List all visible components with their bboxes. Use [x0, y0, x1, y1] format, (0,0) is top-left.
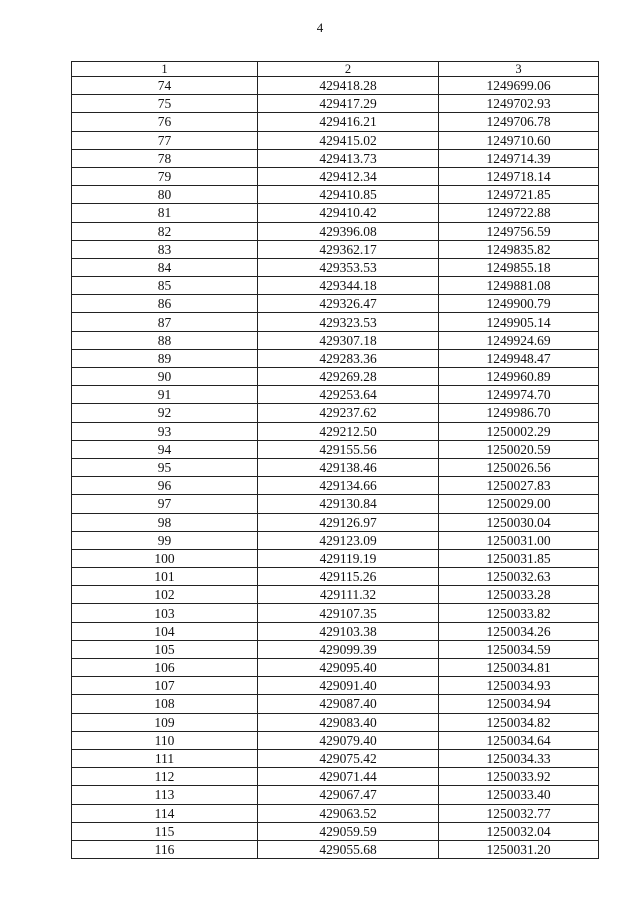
- column-header-x-coordinate: 2: [258, 62, 439, 77]
- point-number-cell: 106: [72, 659, 258, 677]
- x-coordinate-cell: 429063.52: [258, 804, 439, 822]
- x-coordinate-cell: 429353.53: [258, 258, 439, 276]
- x-coordinate-cell: 429123.09: [258, 531, 439, 549]
- y-coordinate-cell: 1250032.04: [439, 822, 599, 840]
- y-coordinate-cell: 1249900.79: [439, 295, 599, 313]
- table-row: [72, 768, 599, 786]
- x-coordinate-cell: 429269.28: [258, 368, 439, 386]
- point-number-cell: 95: [72, 458, 258, 476]
- point-number-cell: 111: [72, 749, 258, 767]
- y-coordinate-cell: 1250033.82: [439, 604, 599, 622]
- point-number-cell: 102: [72, 586, 258, 604]
- x-coordinate-cell: 429253.64: [258, 386, 439, 404]
- y-coordinate-cell: 1250027.83: [439, 477, 599, 495]
- table-row: [72, 240, 599, 258]
- table-row: [72, 549, 599, 567]
- x-coordinate-cell: 429418.28: [258, 77, 439, 95]
- table-row: [72, 149, 599, 167]
- table-row: [72, 349, 599, 367]
- y-coordinate-cell: 1250034.81: [439, 659, 599, 677]
- point-number-cell: 83: [72, 240, 258, 258]
- y-coordinate-cell: 1250033.28: [439, 586, 599, 604]
- y-coordinate-cell: 1250034.93: [439, 677, 599, 695]
- y-coordinate-cell: 1250031.00: [439, 531, 599, 549]
- y-coordinate-cell: 1250032.63: [439, 568, 599, 586]
- x-coordinate-cell: 429212.50: [258, 422, 439, 440]
- table-row: [72, 295, 599, 313]
- table-row: [72, 204, 599, 222]
- table-row: [72, 404, 599, 422]
- y-coordinate-cell: 1249835.82: [439, 240, 599, 258]
- x-coordinate-cell: 429323.53: [258, 313, 439, 331]
- table-row: [72, 131, 599, 149]
- point-number-cell: 108: [72, 695, 258, 713]
- point-number-cell: 90: [72, 368, 258, 386]
- point-number-cell: 84: [72, 258, 258, 276]
- y-coordinate-cell: 1250034.82: [439, 713, 599, 731]
- y-coordinate-cell: 1249714.39: [439, 149, 599, 167]
- point-number-cell: 79: [72, 167, 258, 185]
- point-number-cell: 110: [72, 731, 258, 749]
- y-coordinate-cell: 1249756.59: [439, 222, 599, 240]
- table-row: [72, 495, 599, 513]
- y-coordinate-cell: 1250026.56: [439, 458, 599, 476]
- table-row: [72, 804, 599, 822]
- y-coordinate-cell: 1249960.89: [439, 368, 599, 386]
- point-number-cell: 96: [72, 477, 258, 495]
- column-header-point-number: 1: [72, 62, 258, 77]
- point-number-cell: 92: [72, 404, 258, 422]
- y-coordinate-cell: 1249948.47: [439, 349, 599, 367]
- point-number-cell: 78: [72, 149, 258, 167]
- point-number-cell: 86: [72, 295, 258, 313]
- y-coordinate-cell: 1250034.94: [439, 695, 599, 713]
- table-row: [72, 513, 599, 531]
- table-row: [72, 95, 599, 113]
- point-number-cell: 103: [72, 604, 258, 622]
- x-coordinate-cell: 429362.17: [258, 240, 439, 258]
- header-row: [72, 62, 599, 77]
- y-coordinate-cell: 1250002.29: [439, 422, 599, 440]
- x-coordinate-cell: 429083.40: [258, 713, 439, 731]
- y-coordinate-cell: 1250029.00: [439, 495, 599, 513]
- table-row: [72, 77, 599, 95]
- x-coordinate-cell: 429115.26: [258, 568, 439, 586]
- point-number-cell: 74: [72, 77, 258, 95]
- y-coordinate-cell: 1250030.04: [439, 513, 599, 531]
- x-coordinate-cell: 429413.73: [258, 149, 439, 167]
- table-row: [72, 531, 599, 549]
- table-row: [72, 386, 599, 404]
- table-row: [72, 222, 599, 240]
- x-coordinate-cell: 429075.42: [258, 749, 439, 767]
- x-coordinate-cell: 429095.40: [258, 659, 439, 677]
- point-number-cell: 105: [72, 640, 258, 658]
- x-coordinate-cell: 429059.59: [258, 822, 439, 840]
- point-number-cell: 91: [72, 386, 258, 404]
- point-number-cell: 109: [72, 713, 258, 731]
- point-number-cell: 87: [72, 313, 258, 331]
- x-coordinate-cell: 429283.36: [258, 349, 439, 367]
- point-number-cell: 85: [72, 277, 258, 295]
- point-number-cell: 88: [72, 331, 258, 349]
- y-coordinate-cell: 1249721.85: [439, 186, 599, 204]
- x-coordinate-cell: 429071.44: [258, 768, 439, 786]
- table-row: [72, 167, 599, 185]
- x-coordinate-cell: 429079.40: [258, 731, 439, 749]
- table-row: [72, 568, 599, 586]
- point-number-cell: 94: [72, 440, 258, 458]
- point-number-cell: 101: [72, 568, 258, 586]
- table-row: [72, 749, 599, 767]
- table-row: [72, 659, 599, 677]
- x-coordinate-cell: 429091.40: [258, 677, 439, 695]
- x-coordinate-cell: 429107.35: [258, 604, 439, 622]
- table-row: [72, 786, 599, 804]
- y-coordinate-cell: 1249905.14: [439, 313, 599, 331]
- x-coordinate-cell: 429138.46: [258, 458, 439, 476]
- point-number-cell: 114: [72, 804, 258, 822]
- y-coordinate-cell: 1250032.77: [439, 804, 599, 822]
- table-row: [72, 440, 599, 458]
- y-coordinate-cell: 1249706.78: [439, 113, 599, 131]
- x-coordinate-cell: 429410.85: [258, 186, 439, 204]
- x-coordinate-cell: 429415.02: [258, 131, 439, 149]
- x-coordinate-cell: 429119.19: [258, 549, 439, 567]
- x-coordinate-cell: 429103.38: [258, 622, 439, 640]
- y-coordinate-cell: 1250033.92: [439, 768, 599, 786]
- point-number-cell: 100: [72, 549, 258, 567]
- table-row: [72, 258, 599, 276]
- x-coordinate-cell: 429417.29: [258, 95, 439, 113]
- x-coordinate-cell: 429055.68: [258, 840, 439, 858]
- coordinates-table: [71, 61, 599, 859]
- point-number-cell: 80: [72, 186, 258, 204]
- x-coordinate-cell: 429099.39: [258, 640, 439, 658]
- y-coordinate-cell: 1249722.88: [439, 204, 599, 222]
- y-coordinate-cell: 1249924.69: [439, 331, 599, 349]
- y-coordinate-cell: 1250033.40: [439, 786, 599, 804]
- point-number-cell: 93: [72, 422, 258, 440]
- x-coordinate-cell: 429130.84: [258, 495, 439, 513]
- point-number-cell: 99: [72, 531, 258, 549]
- table-row: [72, 622, 599, 640]
- table-row: [72, 186, 599, 204]
- table-row: [72, 113, 599, 131]
- y-coordinate-cell: 1250020.59: [439, 440, 599, 458]
- point-number-cell: 107: [72, 677, 258, 695]
- table-row: [72, 640, 599, 658]
- y-coordinate-cell: 1250034.64: [439, 731, 599, 749]
- table-row: [72, 713, 599, 731]
- table-row: [72, 331, 599, 349]
- table-body: [72, 77, 599, 859]
- x-coordinate-cell: 429087.40: [258, 695, 439, 713]
- y-coordinate-cell: 1249699.06: [439, 77, 599, 95]
- point-number-cell: 98: [72, 513, 258, 531]
- column-header-y-coordinate: 3: [439, 62, 599, 77]
- point-number-cell: 115: [72, 822, 258, 840]
- x-coordinate-cell: 429307.18: [258, 331, 439, 349]
- x-coordinate-cell: 429326.47: [258, 295, 439, 313]
- table-row: [72, 422, 599, 440]
- y-coordinate-cell: 1250031.20: [439, 840, 599, 858]
- x-coordinate-cell: 429067.47: [258, 786, 439, 804]
- table-row: [72, 313, 599, 331]
- y-coordinate-cell: 1249986.70: [439, 404, 599, 422]
- point-number-cell: 89: [72, 349, 258, 367]
- x-coordinate-cell: 429416.21: [258, 113, 439, 131]
- y-coordinate-cell: 1249702.93: [439, 95, 599, 113]
- table-row: [72, 477, 599, 495]
- table-row: [72, 677, 599, 695]
- x-coordinate-cell: 429344.18: [258, 277, 439, 295]
- point-number-cell: 77: [72, 131, 258, 149]
- y-coordinate-cell: 1249974.70: [439, 386, 599, 404]
- point-number-cell: 116: [72, 840, 258, 858]
- point-number-cell: 82: [72, 222, 258, 240]
- x-coordinate-cell: 429237.62: [258, 404, 439, 422]
- y-coordinate-cell: 1249855.18: [439, 258, 599, 276]
- table-row: [72, 731, 599, 749]
- table-row: [72, 604, 599, 622]
- x-coordinate-cell: 429155.56: [258, 440, 439, 458]
- x-coordinate-cell: 429126.97: [258, 513, 439, 531]
- point-number-cell: 75: [72, 95, 258, 113]
- point-number-cell: 112: [72, 768, 258, 786]
- table-row: [72, 840, 599, 858]
- y-coordinate-cell: 1250031.85: [439, 549, 599, 567]
- y-coordinate-cell: 1250034.59: [439, 640, 599, 658]
- point-number-cell: 104: [72, 622, 258, 640]
- table-row: [72, 695, 599, 713]
- point-number-cell: 81: [72, 204, 258, 222]
- point-number-cell: 97: [72, 495, 258, 513]
- table-row: [72, 368, 599, 386]
- x-coordinate-cell: 429396.08: [258, 222, 439, 240]
- y-coordinate-cell: 1249881.08: [439, 277, 599, 295]
- point-number-cell: 113: [72, 786, 258, 804]
- x-coordinate-cell: 429111.32: [258, 586, 439, 604]
- table-row: [72, 822, 599, 840]
- y-coordinate-cell: 1249718.14: [439, 167, 599, 185]
- x-coordinate-cell: 429412.34: [258, 167, 439, 185]
- page-number: 4: [316, 20, 324, 35]
- y-coordinate-cell: 1250034.33: [439, 749, 599, 767]
- x-coordinate-cell: 429134.66: [258, 477, 439, 495]
- table-header: [72, 62, 599, 77]
- x-coordinate-cell: 429410.42: [258, 204, 439, 222]
- y-coordinate-cell: 1249710.60: [439, 131, 599, 149]
- table-row: [72, 586, 599, 604]
- table-row: [72, 458, 599, 476]
- table-row: [72, 277, 599, 295]
- y-coordinate-cell: 1250034.26: [439, 622, 599, 640]
- point-number-cell: 76: [72, 113, 258, 131]
